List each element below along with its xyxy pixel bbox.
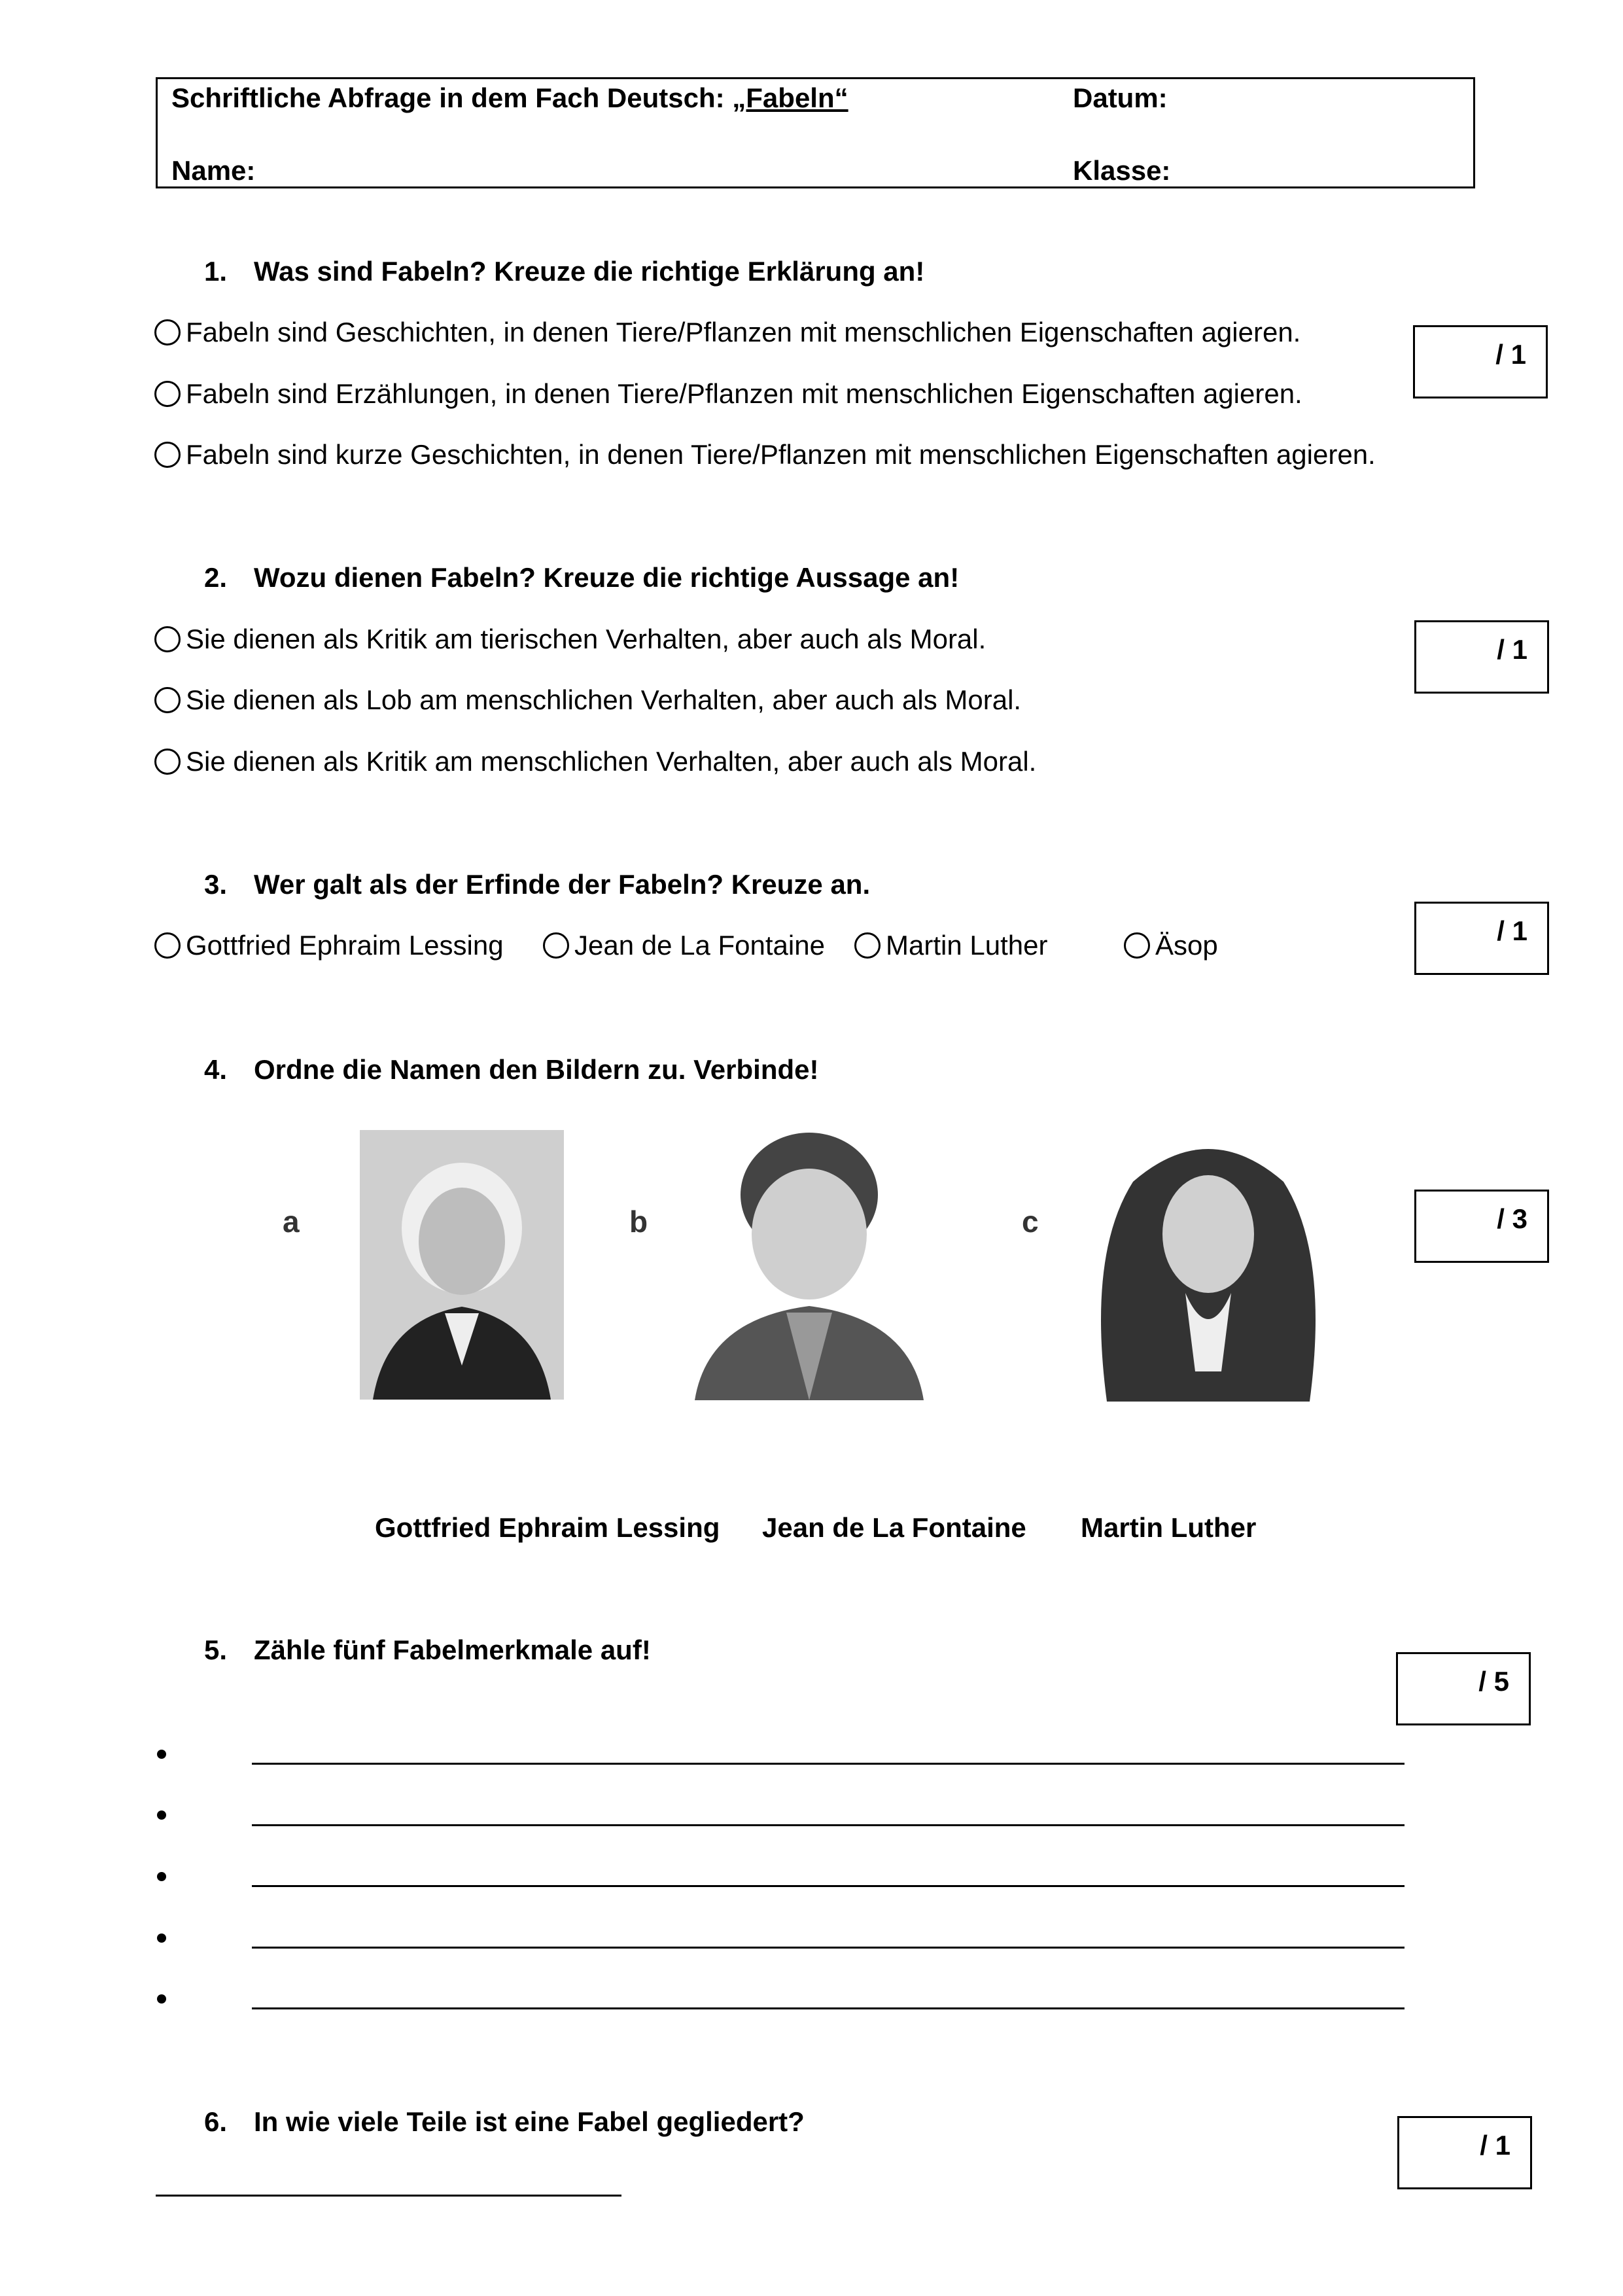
q2-score-box xyxy=(1414,620,1549,694)
header-title-topic: „Fabeln“ xyxy=(732,82,848,113)
q2-option-3[interactable] xyxy=(154,745,1036,778)
q3-option-2[interactable] xyxy=(543,929,825,962)
answer-line-1[interactable] xyxy=(252,1763,1405,1765)
bullet-icon xyxy=(157,1750,166,1759)
q1-score-box xyxy=(1413,325,1548,398)
q1-option-1[interactable] xyxy=(154,316,1300,349)
q4-name-2: Jean de La Fontaine xyxy=(762,1512,1026,1543)
q2-option-1-label: Sie dienen als Kritik am tierischen Verhalten, aber auch als Moral. xyxy=(186,624,986,654)
q3-question: Wer galt als der Erfinde der Fabeln? Kreuze an. xyxy=(254,869,871,900)
answer-line-q6[interactable] xyxy=(156,2195,621,2197)
q3-option-3[interactable] xyxy=(854,929,1047,962)
q1-option-3-label: Fabeln sind kurze Geschichten, in denen Tiere/Pflanzen mit menschlichen Eigenschaften agieren. xyxy=(186,439,1376,470)
picture-letter-b: b xyxy=(629,1205,648,1239)
radio-circle-icon[interactable] xyxy=(154,442,181,468)
q3-score-box xyxy=(1414,902,1549,975)
q5-score-box xyxy=(1396,1652,1531,1725)
answer-line-5[interactable] xyxy=(252,2007,1405,2009)
q1-option-2-label: Fabeln sind Erzählungen, in denen Tiere/Pflanzen mit menschlichen Eigenschaften agieren. xyxy=(186,378,1302,409)
q6-question: In wie viele Teile ist eine Fabel gegliedert? xyxy=(254,2106,805,2137)
q4-name-3: Martin Luther xyxy=(1081,1512,1257,1543)
q4-name-1: Gottfried Ephraim Lessing xyxy=(375,1512,720,1543)
q5-number: 5. xyxy=(204,1634,228,1665)
answer-line-2[interactable] xyxy=(252,1824,1405,1826)
q1-option-1-label: Fabeln sind Geschichten, in denen Tiere/Pflanzen mit menschlichen Eigenschaften agieren. xyxy=(186,317,1301,347)
datum-label: Datum: xyxy=(1073,82,1168,113)
picture-letter-c: c xyxy=(1022,1205,1039,1239)
q1-option-2[interactable] xyxy=(154,378,1302,410)
portrait-c xyxy=(1081,1123,1336,1402)
bullet-icon xyxy=(157,1934,166,1943)
q3-option-1-label: Gottfried Ephraim Lessing xyxy=(186,930,504,961)
q4-score: / 3 xyxy=(1497,1203,1527,1234)
q2-option-3-label: Sie dienen als Kritik am menschlichen Verhalten, aber auch als Moral. xyxy=(186,746,1037,777)
radio-circle-icon[interactable] xyxy=(1124,932,1150,959)
q1-score: / 1 xyxy=(1495,339,1526,370)
portrait-a xyxy=(360,1130,564,1400)
radio-circle-icon[interactable] xyxy=(154,749,181,775)
q6-number: 6. xyxy=(204,2106,228,2137)
q3-number: 3. xyxy=(204,869,228,900)
q3-option-3-label: Martin Luther xyxy=(886,930,1048,961)
q2-option-1[interactable] xyxy=(154,623,986,656)
portrait-b-image xyxy=(695,1123,924,1400)
answer-line-4[interactable] xyxy=(252,1947,1405,1949)
bullet-icon xyxy=(157,1810,166,1820)
q4-number: 4. xyxy=(204,1054,228,1085)
q5-question: Zähle fünf Fabelmerkmale auf! xyxy=(254,1634,651,1665)
radio-circle-icon[interactable] xyxy=(154,381,181,407)
q6-score-box xyxy=(1397,2116,1532,2189)
q2-option-2[interactable] xyxy=(154,684,1021,716)
q3-option-1[interactable] xyxy=(154,929,504,962)
header-title-prefix: Schriftliche Abfrage in dem Fach Deutsch: xyxy=(171,82,733,113)
portrait-b xyxy=(695,1123,924,1400)
q4-score-box xyxy=(1414,1190,1549,1263)
radio-circle-icon[interactable] xyxy=(543,932,569,959)
radio-circle-icon[interactable] xyxy=(154,626,181,652)
q3-option-4[interactable] xyxy=(1124,929,1218,962)
q2-score: / 1 xyxy=(1497,634,1527,665)
bullet-icon xyxy=(157,1872,166,1881)
radio-circle-icon[interactable] xyxy=(154,319,181,345)
bullet-icon xyxy=(157,1994,166,2004)
q4-question: Ordne die Namen den Bildern zu. Verbinde! xyxy=(254,1054,819,1085)
klasse-label: Klasse: xyxy=(1073,155,1171,186)
q6-score: / 1 xyxy=(1480,2130,1510,2161)
q1-option-3[interactable] xyxy=(154,438,1376,471)
portrait-c-image xyxy=(1081,1123,1336,1402)
q2-question: Wozu dienen Fabeln? Kreuze die richtige Aussage an! xyxy=(254,562,960,593)
q5-score: / 5 xyxy=(1478,1666,1509,1697)
radio-circle-icon[interactable] xyxy=(854,932,881,959)
q2-number: 2. xyxy=(204,562,228,593)
answer-line-3[interactable] xyxy=(252,1885,1405,1887)
q3-option-4-label: Äsop xyxy=(1155,930,1218,961)
radio-circle-icon[interactable] xyxy=(154,687,181,713)
name-label: Name: xyxy=(171,155,256,186)
q3-score: / 1 xyxy=(1497,915,1527,946)
q3-option-2-label: Jean de La Fontaine xyxy=(574,930,825,961)
radio-circle-icon[interactable] xyxy=(154,932,181,959)
portrait-a-image xyxy=(360,1130,564,1400)
q2-option-2-label: Sie dienen als Lob am menschlichen Verhalten, aber auch als Moral. xyxy=(186,684,1022,715)
picture-letter-a: a xyxy=(283,1205,300,1239)
header-title xyxy=(171,82,848,115)
q1-question: Was sind Fabeln? Kreuze die richtige Erklärung an! xyxy=(254,256,925,287)
q1-number: 1. xyxy=(204,256,228,287)
